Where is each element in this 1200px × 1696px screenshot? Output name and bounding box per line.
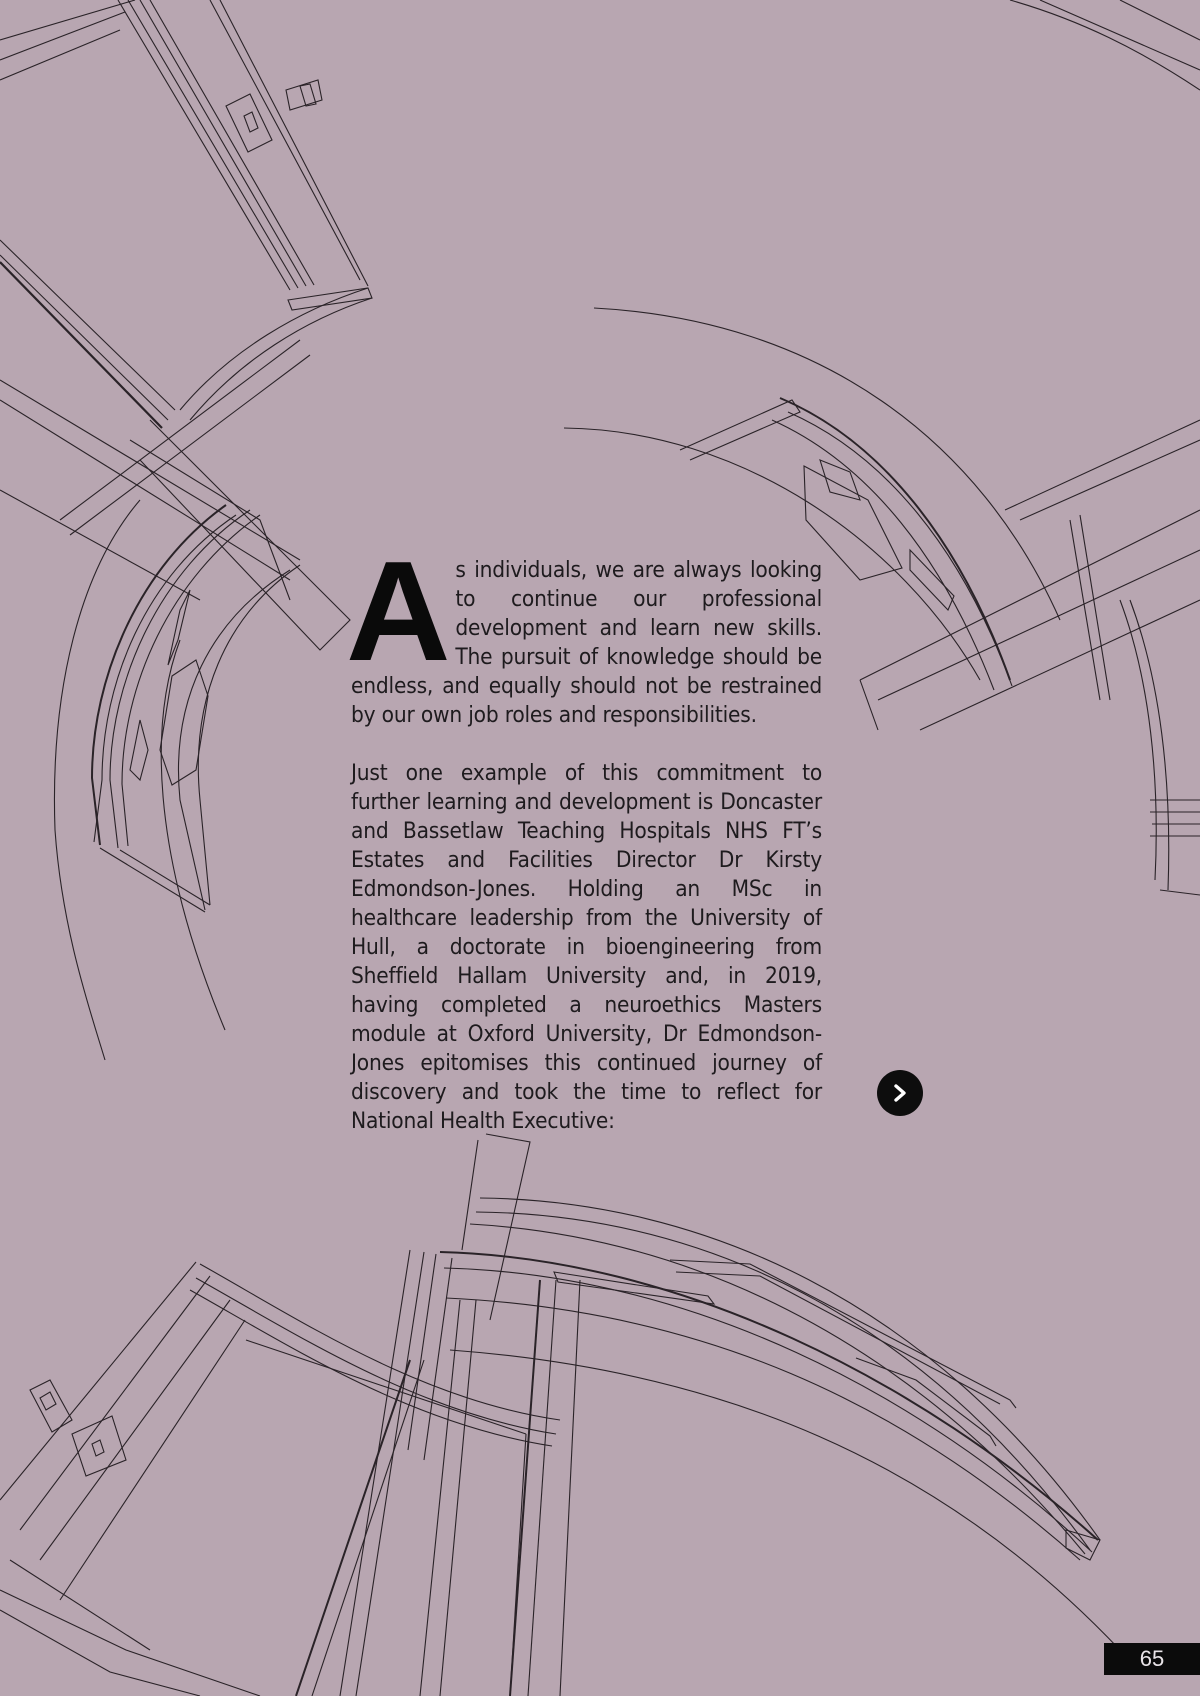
intro-paragraph-text: s individuals, we are always looking to continue our professional development and learn new skills. The pursuit of knowledge should be endless, and equally should not be restrained by our own job roles and responsibilities. (351, 557, 822, 728)
door-drawing-bottom (0, 1134, 1120, 1696)
intro-paragraph (345, 532, 822, 730)
next-page-button[interactable] (877, 1070, 923, 1116)
page-number: 65 (1104, 1643, 1200, 1675)
door-drawing-top-left (0, 0, 372, 650)
chevron-right-icon (890, 1083, 910, 1103)
drop-cap: A (345, 532, 451, 691)
arc-drawing-left (54, 500, 300, 1060)
body-paragraph: Just one example of this commitment to further learning and development is Doncaster and Bassetlaw Teaching Hospitals NHS FT’s Estates and Facilities Director Dr Kirsty Edmondson-Jones. Holding an MSc in healthcare leadership from the University of Hull, a doctorate in bioengineering from Sheffield Hallam University and, in 2019, having completed a neuroethics Masters module at Oxford University, Dr Edmondson-Jones epitomises this continued journey of discovery and took the time to reflect for National Health Executive: (351, 760, 822, 1134)
article-body (345, 532, 822, 1136)
